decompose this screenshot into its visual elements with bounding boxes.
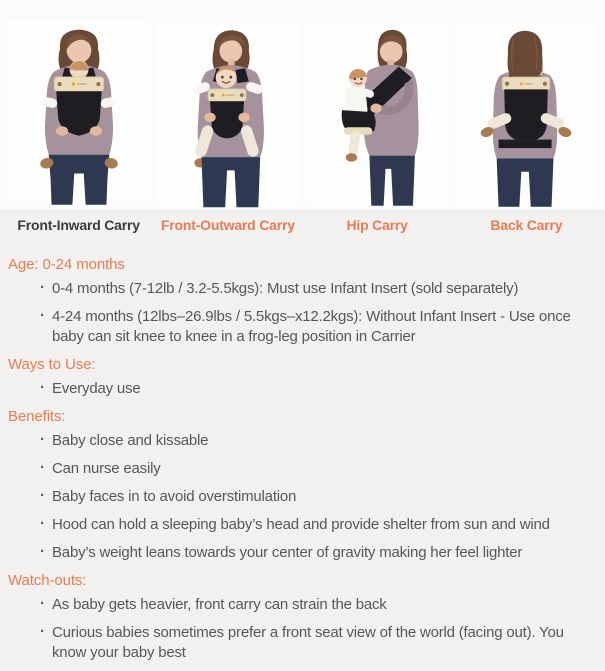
ways-to-use-bullet-list — [8, 379, 591, 399]
front-outward-carry-photo — [153, 8, 302, 209]
tab-hip-carry[interactable]: Hip Carry — [346, 217, 408, 233]
back-carry-photo — [452, 8, 601, 209]
section-benefits — [8, 407, 591, 563]
section-age — [8, 255, 591, 347]
tab-back-carry[interactable]: Back Carry — [490, 217, 563, 233]
benefits-bullet-list — [8, 431, 591, 563]
carrier-details — [0, 241, 605, 663]
bullet-item: · Hood can hold a sleeping baby’s head and provide shelter from sun and wind — [40, 515, 591, 535]
age-bullet-list — [8, 279, 591, 347]
bullet-item: · Curious babies sometimes prefer a front seat view of the world (facing out). You know your baby best — [40, 623, 591, 663]
section-heading-age: Age: 0-24 months — [8, 256, 125, 273]
front-inward-carry-photo — [4, 8, 153, 209]
bullet-item: · As baby gets heavier, front carry can strain the back — [40, 595, 591, 615]
section-heading-ways-to-use: Ways to Use: — [8, 356, 96, 373]
hip-carry-illustration — [306, 18, 448, 209]
section-ways-to-use — [8, 355, 591, 399]
carry-photos-row — [0, 0, 605, 209]
bullet-item: · Everyday use — [40, 379, 591, 399]
watch-outs-bullet-list — [8, 595, 591, 663]
bullet-item: · Baby’s weight leans towards your center of gravity making her feel lighter — [40, 543, 591, 563]
tab-front-outward-carry[interactable]: Front-Outward Carry — [160, 217, 295, 233]
back-carry-illustration — [455, 20, 597, 209]
front-outward-carry-illustration — [157, 21, 299, 209]
hip-carry-photo — [303, 8, 452, 209]
section-watch-outs — [8, 571, 591, 663]
carry-tabs — [0, 209, 605, 241]
bullet-item: · 4-24 months (12lbs–26.9lbs / 5.5kgs–x12.2kgs): Without Infant Insert - Use once baby can sit knee to knee in a frog-leg position in Carrier — [40, 307, 591, 347]
bullet-item: · Baby faces in to avoid overstimulation — [40, 487, 591, 507]
front-inward-carry-illustration — [8, 16, 150, 209]
bullet-item: · Can nurse easily — [40, 459, 591, 479]
bullet-item: · 0-4 months (7-12lb / 3.2-5.5kgs): Must use Infant Insert (sold separately) — [40, 279, 591, 299]
bullet-item: · Baby close and kissable — [40, 431, 591, 451]
tab-front-inward-carry[interactable]: Front-Inward Carry — [17, 217, 140, 233]
section-heading-watch-outs: Watch-outs: — [8, 572, 87, 589]
section-heading-benefits: Benefits: — [8, 408, 66, 425]
